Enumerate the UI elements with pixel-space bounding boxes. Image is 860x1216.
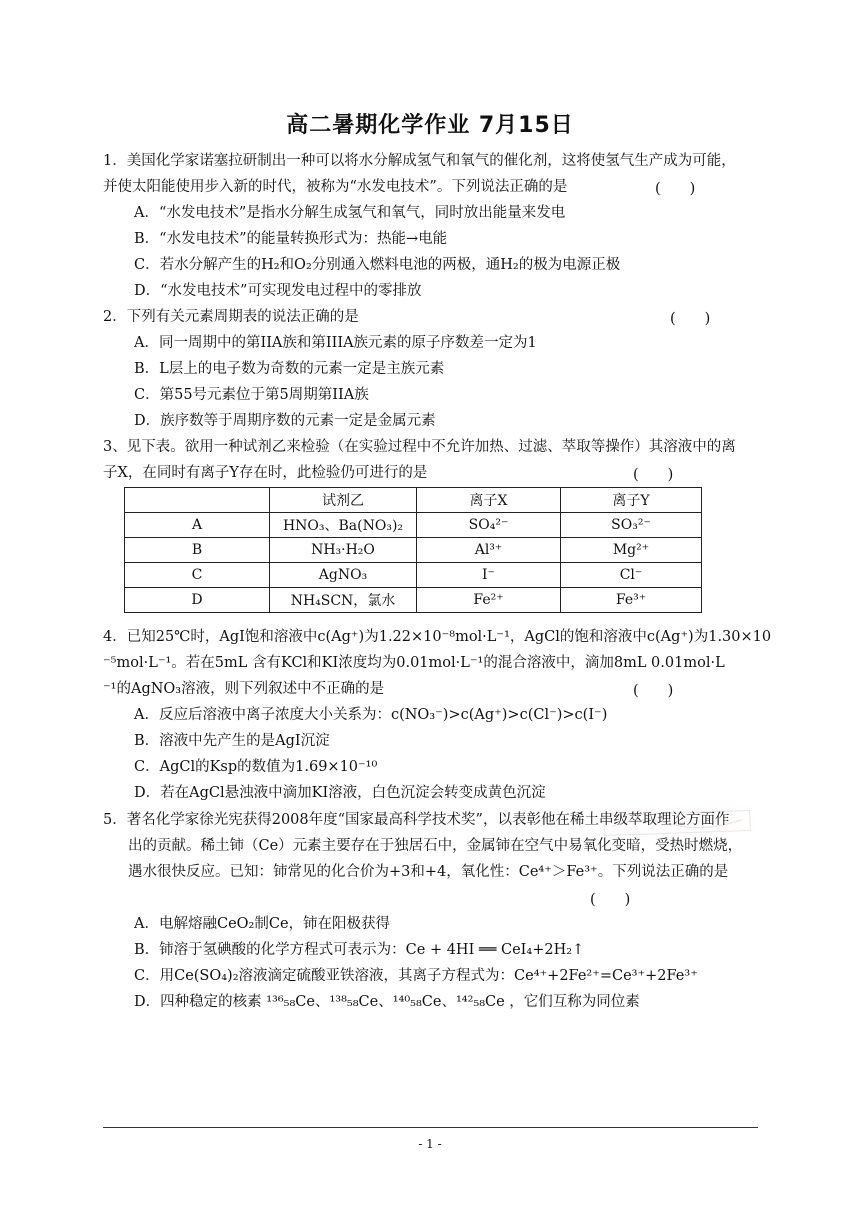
table-cell: C — [125, 563, 270, 588]
q4-option-c: C．AgCl的Ksp的数值为1.69×10⁻¹⁰ — [134, 759, 378, 775]
table-cell: SO₃²⁻ — [561, 513, 702, 538]
q4-stem-line3: ⁻¹的AgNO₃溶液，则下列叙述中不正确的是 — [103, 681, 385, 697]
q2-option-a: A．同一周期中的第IIA族和第IIIA族元素的原子序数差一定为1 — [134, 335, 537, 351]
table-cell: I⁻ — [417, 563, 561, 588]
q2-answer-blank: ( ) — [670, 311, 711, 327]
q1-stem-line1: 1．美国化学家诺塞拉研制出一种可以将水分解成氢气和氧气的催化剂，这将使氢气生产成为可能， — [103, 153, 736, 169]
q4-stem-line2: ⁻⁵mol·L⁻¹。若在5mL 含有KCl和KⅠ浓度均为0.01mol·L⁻¹的混合溶液中，滴加8mL 0.01mol·L — [103, 655, 725, 671]
q1-stem-line2: 并使太阳能使用步入新的时代，被称为“水发电技术”。下列说法正确的是 — [103, 179, 568, 195]
table-header-cell: 离子Y — [561, 488, 702, 513]
page-number: - 1 - — [418, 1137, 442, 1151]
table-row — [125, 513, 702, 538]
table-header-cell: 离子X — [417, 488, 561, 513]
q3-table — [124, 487, 702, 613]
table-header-cell — [125, 488, 270, 513]
table-cell: Fe²⁺ — [417, 588, 561, 613]
table-row — [125, 538, 702, 563]
table-cell: HNO₃、Ba(NO₃)₂ — [270, 513, 417, 538]
q5-stem-line1: 5．著名化学家徐光宪获得2008年度“国家最高科学技术奖”，以表彰他在稀土串级萃取理论方面作 — [103, 812, 730, 828]
q4-option-a: A．反应后溶液中离子浓度大小关系为：c(NO₃⁻)>c(Ag⁺)>c(Cl⁻)>c(Ⅰ⁻) — [134, 707, 608, 723]
table-cell: NH₄SCN，氯水 — [270, 588, 417, 613]
table-cell: Al³⁺ — [417, 538, 561, 563]
q4-option-d: D．若在AgCl悬浊液中滴加KⅠ溶液，白色沉淀会转变成黄色沉淀 — [134, 785, 546, 801]
q5-option-c: C．用Ce(SO₄)₂溶液滴定硫酸亚铁溶液，其离子方程式为：Ce⁴⁺+2Fe²⁺=Ce³⁺+2Fe³⁺ — [134, 968, 698, 984]
table-cell: Mg²⁺ — [561, 538, 702, 563]
q2-option-d: D．族序数等于周期序数的元素一定是金属元素 — [134, 413, 436, 429]
q1-answer-blank: ( ) — [655, 181, 696, 197]
q4-answer-blank: ( ) — [633, 683, 674, 699]
q2-option-b: B．L层上的电子数为奇数的元素一定是主族元素 — [134, 361, 445, 377]
table-cell: NH₃·H₂O — [270, 538, 417, 563]
table-cell: Fe³⁺ — [561, 588, 702, 613]
table-cell: AgNO₃ — [270, 563, 417, 588]
q1-option-c: C．若水分解产生的H₂和O₂分别通入燃料电池的两极，通H₂的极为电源正极 — [134, 257, 621, 273]
footer-divider — [103, 1127, 758, 1128]
q1-option-b: B．“水发电技术”的能量转换形式为：热能→电能 — [134, 231, 448, 247]
q5-option-b: B．铈溶于氢碘酸的化学方程式可表示为：Ce + 4HI ══ CeI₄+2H₂↑ — [134, 942, 585, 958]
q3-stem-line1: 3、见下表。欲用一种试剂乙来检验（在实验过程中不允许加热、过滤、萃取等操作）其溶液中的离 — [103, 439, 736, 455]
table-row — [125, 563, 702, 588]
table-cell: B — [125, 538, 270, 563]
table-cell: SO₄²⁻ — [417, 513, 561, 538]
q1-option-a: A．“水发电技术”是指水分解生成氢气和氧气，同时放出能量来发电 — [134, 205, 566, 221]
q5-option-a: A．电解熔融CeO₂制Ce，铈在阳极获得 — [134, 916, 391, 932]
q4-option-b: B．溶液中先产生的是AgⅠ沉淀 — [134, 733, 330, 749]
table-header-cell: 试剂乙 — [270, 488, 417, 513]
table-cell: A — [125, 513, 270, 538]
q4-stem-line1: 4．已知25℃时，AgⅠ饱和溶液中c(Ag⁺)为1.22×10⁻⁸mol·L⁻¹，AgCl的饱和溶液中c(Ag⁺)为1.30×10 — [103, 629, 772, 645]
q2-option-c: C．第55号元素位于第5周期第IIA族 — [134, 387, 369, 403]
table-cell: D — [125, 588, 270, 613]
q5-stem-line2: 出的贡献。稀土铈（Ce）元素主要存在于独居石中，金属铈在空气中易氧化变暗，受热时燃烧， — [128, 838, 743, 854]
table-cell: Cl⁻ — [561, 563, 702, 588]
q1-option-d: D．“水发电技术”可实现发电过程中的零排放 — [134, 283, 422, 299]
q5-answer-blank: ( ) — [590, 892, 631, 908]
table-header-row — [125, 488, 702, 513]
q3-stem-line2: 子X，在同时有离子Y存在时，此检验仍可进行的是 — [103, 465, 428, 481]
q5-stem-line3: 遇水很快反应。已知：铈常见的化合价为+3和+4，氧化性：Ce⁴⁺＞Fe³⁺。下列说法正确的是 — [128, 864, 729, 880]
q5-option-d: D．四种稳定的核素 ¹³⁶₅₈Ce、¹³⁸₅₈Ce、¹⁴⁰₅₈Ce、¹⁴²₅₈Ce ，它们互称为同位素 — [134, 994, 640, 1010]
q3-answer-blank: ( ) — [633, 467, 674, 483]
table-row — [125, 588, 702, 613]
page-title: 高二暑期化学作业 7月15日 — [286, 113, 574, 138]
q2-stem: 2．下列有关元素周期表的说法正确的是 — [103, 309, 359, 325]
